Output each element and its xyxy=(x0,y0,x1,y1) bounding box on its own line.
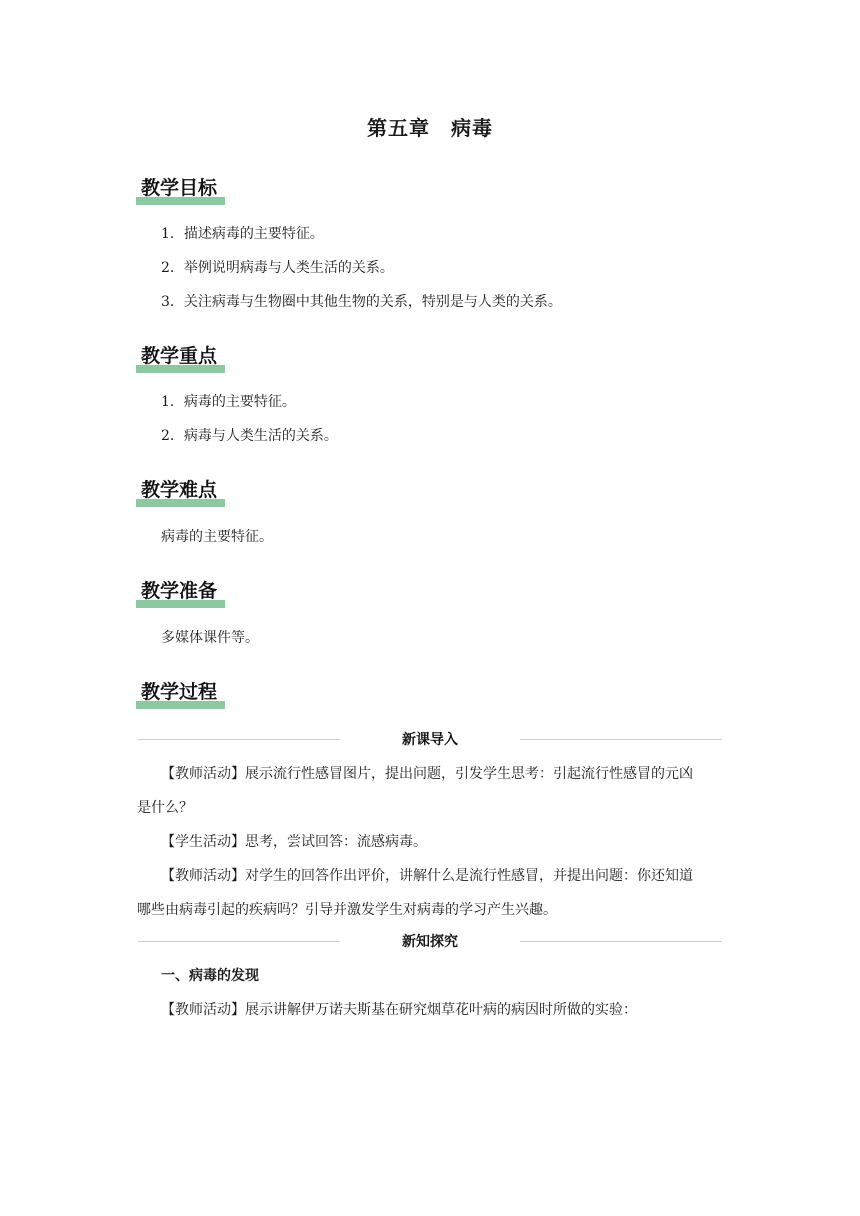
paragraph-line: 哪些由病毒引起的疾病吗？引导并激发学生对病毒的学习产生兴趣。 xyxy=(137,902,557,918)
page-title: 第五章 病毒 xyxy=(367,116,493,140)
preparation-text: 多媒体课件等。 xyxy=(161,630,259,646)
objective-item: 2．举例说明病毒与人类生活的关系。 xyxy=(161,260,394,276)
difficulty-text: 病毒的主要特征。 xyxy=(161,529,273,545)
section-heading-key-points xyxy=(136,343,225,373)
section-heading-process xyxy=(136,679,225,709)
section-heading-preparation xyxy=(136,578,225,608)
objective-item: 1．描述病毒的主要特征。 xyxy=(161,226,324,242)
section-heading-text: 教学重点 xyxy=(141,345,218,367)
section-heading-difficulties xyxy=(136,477,225,507)
section-heading-objectives xyxy=(136,175,225,205)
subheading-discovery: 一、病毒的发现 xyxy=(161,968,259,984)
subsection-label: 新课导入 xyxy=(402,732,458,748)
paragraph-line: 【教师活动】展示流行性感冒图片，提出问题，引发学生思考：引起流行性感冒的元凶 xyxy=(161,766,693,782)
paragraph-line: 【教师活动】对学生的回答作出评价，讲解什么是流行性感冒，并提出问题：你还知道 xyxy=(161,868,693,884)
divider xyxy=(520,941,722,942)
section-heading-text: 教学准备 xyxy=(141,580,218,602)
paragraph-line: 【教师活动】展示讲解伊万诺夫斯基在研究烟草花叶病的病因时所做的实验： xyxy=(161,1002,637,1018)
section-heading-text: 教学目标 xyxy=(141,177,218,199)
key-point-item: 2．病毒与人类生活的关系。 xyxy=(161,428,338,444)
subsection-explore xyxy=(138,932,722,952)
section-heading-text: 教学过程 xyxy=(141,681,218,703)
subsection-label: 新知探究 xyxy=(402,934,458,950)
paragraph-line: 【学生活动】思考，尝试回答：流感病毒。 xyxy=(161,834,427,850)
key-point-item: 1．病毒的主要特征。 xyxy=(161,394,296,410)
section-heading-text: 教学难点 xyxy=(141,479,218,501)
objective-item: 3．关注病毒与生物圈中其他生物的关系，特别是与人类的关系。 xyxy=(161,294,562,310)
paragraph-line: 是什么？ xyxy=(137,800,193,816)
subsection-intro xyxy=(138,730,722,750)
divider xyxy=(520,739,722,740)
